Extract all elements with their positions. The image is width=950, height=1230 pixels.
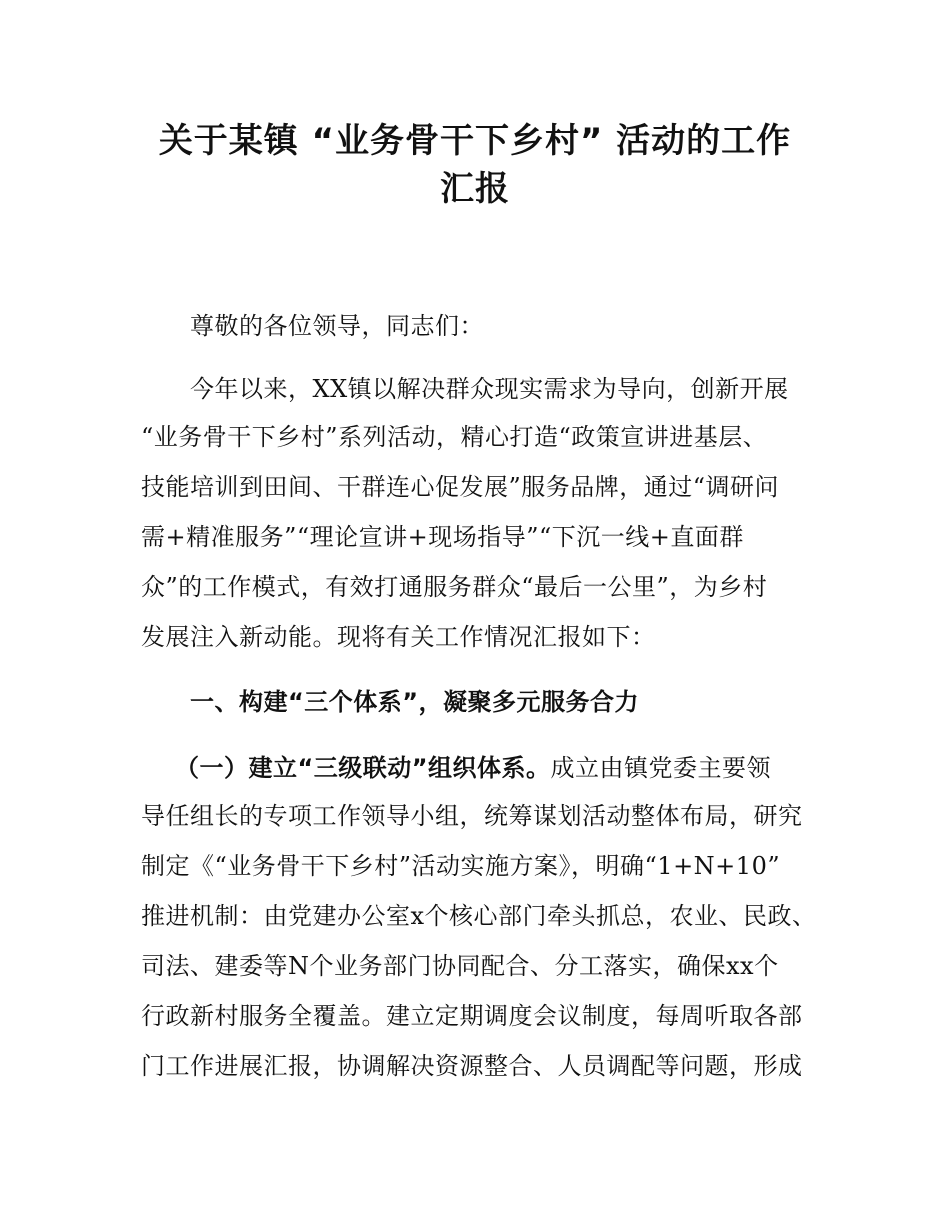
intro-line: “业务骨干下乡村”系列活动，精心打造“政策宣讲进基层、 (141, 423, 768, 451)
body-line: 制定《“业务骨干下乡村”活动实施方案》，明确“1+N+10” (141, 852, 781, 880)
body-line: 推进机制：由党建办公室x个核心部门牵头抓总，农业、民政、 (141, 902, 817, 930)
intro-line: 众”的工作模式，有效打通服务群众“最后一公里”，为乡村 (141, 573, 768, 601)
intro-line: 需+精准服务”“理论宣讲+现场指导”“下沉一线+直面群 (141, 523, 744, 551)
body-line: 导任组长的专项工作领导小组，统筹谋划活动整体布局，研究 (141, 802, 803, 830)
salutation: 尊敬的各位领导，同志们： (190, 312, 484, 340)
body-line: 司法、建委等N个业务部门协同配合、分工落实，确保xx个 (141, 952, 779, 980)
document-title-line-2: 汇报 (440, 169, 510, 209)
document-title-line-1: 关于某镇 “业务骨干下乡村” 活动的工作 (158, 121, 792, 161)
subsection-first-line-text: 成立由镇党委主要领 (550, 754, 772, 782)
section-heading: 一、构建“三个体系”，凝聚多元服务合力 (190, 688, 640, 716)
intro-line: 发展注入新动能。现将有关工作情况汇报如下： (141, 623, 656, 651)
intro-line: 今年以来，XX镇以解决群众现实需求为导向，创新开展 (190, 375, 789, 403)
body-line: 行政新村服务全覆盖。建立定期调度会议制度，每周听取各部 (141, 1002, 803, 1030)
subsection-label: （一）建立“三级联动”组织体系。 (175, 754, 551, 782)
body-line: 门工作进展汇报，协调解决资源整合、人员调配等问题，形成 (141, 1052, 803, 1080)
subsection-first-line (175, 753, 771, 783)
intro-line: 技能培训到田间、干群连心促发展”服务品牌，通过“调研问 (141, 473, 780, 501)
